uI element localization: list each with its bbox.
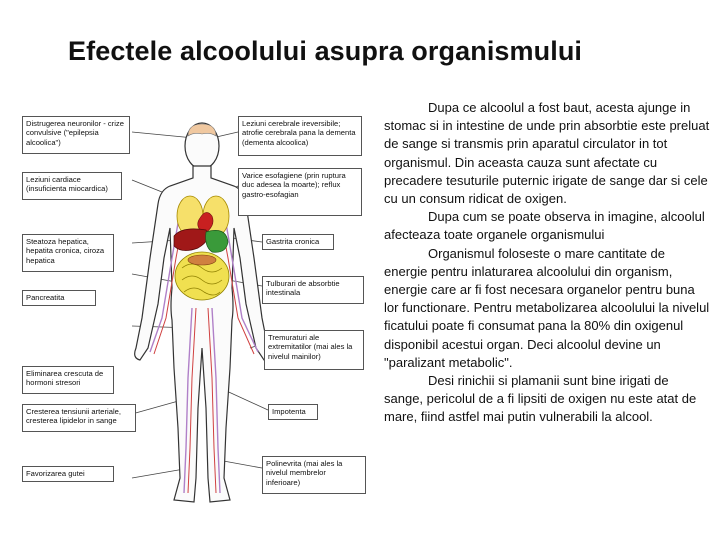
callout-brain: Leziuni cerebrale ireversibile; atrofie cerebrala pana la dementa (dementa alcoolica)	[238, 116, 362, 156]
body-text	[384, 99, 710, 427]
callout-stress-hormones: Eliminarea crescuta de hormoni stresori	[22, 366, 114, 394]
paragraph-kidneys-lungs: Desi rinichii si plamanii sunt bine irigati de sange, pericolul de a fi lipsiti de oxigen nu este atat de mare, fiind astfel mai putin vulnerabili la alcool.	[384, 373, 697, 425]
callout-gastritis: Gastrita cronica	[262, 234, 334, 250]
callout-intestinal-absorption: Tulburari de absorbtie intestinala	[262, 276, 364, 304]
paragraph-image-note: Dupa cum se poate observa in imagine, alcoolul afecteaza toate organele organismului	[384, 209, 705, 243]
paragraph-absorption: Dupa ce alcoolul a fost baut, acesta ajunge in stomac si in intestine de unde prin absorbtie este preluat de sange si transmis prin aparatul circulator in tot organismul. Din aceasta cauza sunt afectate cu precadere tesuturile puternic irigate de sange dar si cele cu un consum ridicat de oxigen.	[384, 100, 710, 207]
callout-polyneuritis: Polinevrita (mai ales la nivelul membrelor inferioare)	[262, 456, 366, 494]
slide-title: Efectele alcoolului asupra organismului	[68, 36, 583, 66]
callout-pancreas: Pancreatita	[22, 290, 96, 306]
callout-esophagus: Varice esofagiene (prin ruptura duc adesea la moarte); reflux gastro-esofagian	[238, 168, 362, 216]
anatomy-figure	[22, 108, 368, 514]
callout-tremors: Tremuraturi ale extremitatilor (mai ales la nivelul mainilor)	[264, 330, 364, 370]
callout-heart: Leziuni cardiace (insuficienta miocardica)	[22, 172, 122, 200]
callout-neurons: Distrugerea neuronilor - crize convulsive ("epilepsia alcoolica")	[22, 116, 130, 154]
callout-blood-pressure: Cresterea tensiunii arteriale, cresterea lipidelor in sange	[22, 404, 136, 432]
callout-gout: Favorizarea gutei	[22, 466, 114, 482]
callout-liver: Steatoza hepatica, hepatita cronica, ciroza hepatica	[22, 234, 114, 272]
paragraph-energy: Organismul foloseste o mare cantitate de energie pentru inlaturarea alcoolului din organism, energie care ar fi fost necesara organelor pentru buna lor functionare. Pentru metabolizarea alcoolului la nivelul ficatului poate fi consumat pana la 80% din oxigenul disponibil acestui organ. Deci alcoolul devine un "paralizant metabolic".	[384, 245, 710, 370]
callout-impotence: Impotenta	[268, 404, 318, 420]
